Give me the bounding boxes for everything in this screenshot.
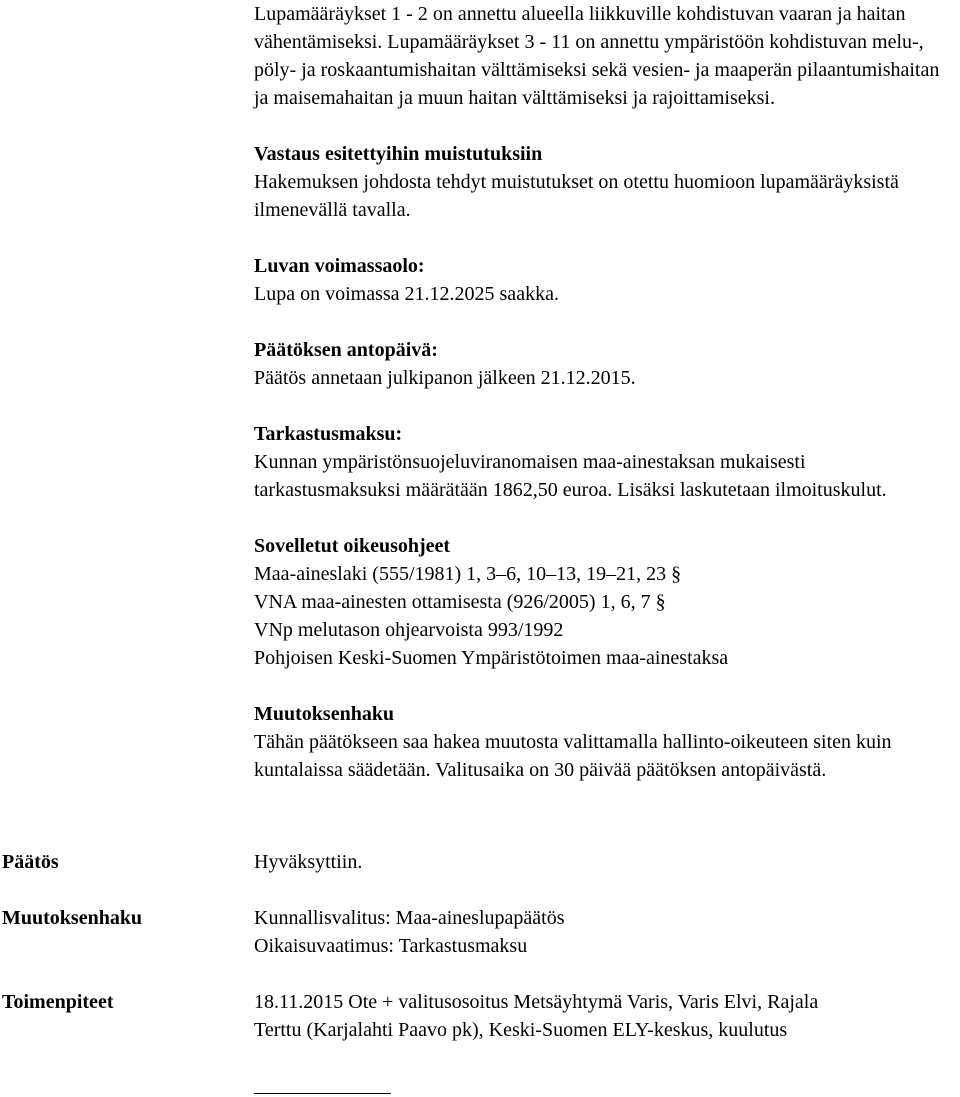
- section-heading: Tarkastusmaksu:: [254, 423, 403, 445]
- law-item: VNp melutason ohjearvoista 993/1992: [254, 619, 564, 641]
- action-line: 18.11.2015 Ote + valitusosoitus Metsäyhtymä Varis, Varis Elvi, Rajala: [254, 991, 819, 1013]
- law-item: VNA maa-ainesten ottamisesta (926/2005) 1, 6, 7 §: [254, 588, 954, 616]
- intro-paragraph: Lupamääräykset 1 - 2 on annettu alueella liikkuville kohdistuvan vaaran ja haitan vähentämiseksi. Lupamääräykset 3 - 11 on annettu ympäristöön kohdistuvan melu-, pöly- ja roskaantumishaitan välttämiseksi sekä vesien- ja maaperän pilaantumishaitan ja maisemahaitan ja muun haitan välttämiseksi ja rajoittamiseksi.: [254, 3, 940, 109]
- section-muistutukset: [254, 140, 954, 224]
- appeal-line: Oikaisuvaatimus: Tarkastusmaksu: [254, 935, 528, 957]
- law-list: [254, 560, 954, 672]
- muutoksenhaku-label: Muutoksenhaku: [2, 907, 143, 929]
- section-heading: Luvan voimassaolo:: [254, 255, 425, 277]
- paatos-value: Hyväksyttiin.: [254, 851, 363, 873]
- section-voimassaolo: [254, 252, 954, 308]
- toimenpiteet-label: Toimenpiteet: [2, 991, 114, 1013]
- section-heading: Päätöksen antopäivä:: [254, 339, 438, 361]
- section-text: Hakemuksen johdosta tehdyt muistutukset on otettu huomioon lupamääräyksistä ilmenevällä tavalla.: [254, 171, 899, 221]
- section-text: Tähän päätökseen saa hakea muutosta valittamalla hallinto-oikeuteen siten kuin kuntalaissa säädetään. Valitusaika on 30 päivää päätöksen antopäivästä.: [254, 731, 892, 781]
- appeal-line: Kunnallisvalitus: Maa-aineslupapäätös: [254, 907, 565, 929]
- law-item: Maa-aineslaki (555/1981) 1, 3–6, 10–13, 19–21, 23 §: [254, 560, 954, 588]
- section-heading: Muutoksenhaku: [254, 703, 395, 725]
- section-text: Kunnan ympäristönsuojeluviranomaisen maa-ainestaksan mukaisesti tarkastusmaksuksi määrätään 1862,50 euroa. Lisäksi laskutetaan ilmoituskulut.: [254, 451, 887, 501]
- toimenpiteet-value: [254, 988, 954, 1044]
- muutoksenhaku-value: [254, 904, 954, 960]
- law-item: Pohjoisen Keski-Suomen Ympäristötoimen maa-ainestaksa: [254, 647, 729, 669]
- section-tarkastusmaksu: [254, 420, 954, 504]
- section-oikeusohjeet: [254, 532, 954, 672]
- section-heading: Sovelletut oikeusohjeet: [254, 535, 451, 557]
- section-heading: Vastaus esitettyihin muistutuksiin: [254, 143, 543, 165]
- paatos-label: Päätös: [2, 851, 59, 873]
- section-text: Lupa on voimassa 21.12.2025 saakka.: [254, 283, 559, 305]
- document-body: [254, 0, 954, 784]
- section-antopaiva: [254, 336, 954, 392]
- signature-rule: [254, 1093, 391, 1094]
- section-text: Päätös annetaan julkipanon jälkeen 21.12.2015.: [254, 367, 636, 389]
- section-muutoksenhaku: [254, 700, 954, 784]
- action-line: Terttu (Karjalahti Paavo pk), Keski-Suomen ELY-keskus, kuulutus: [254, 1019, 788, 1041]
